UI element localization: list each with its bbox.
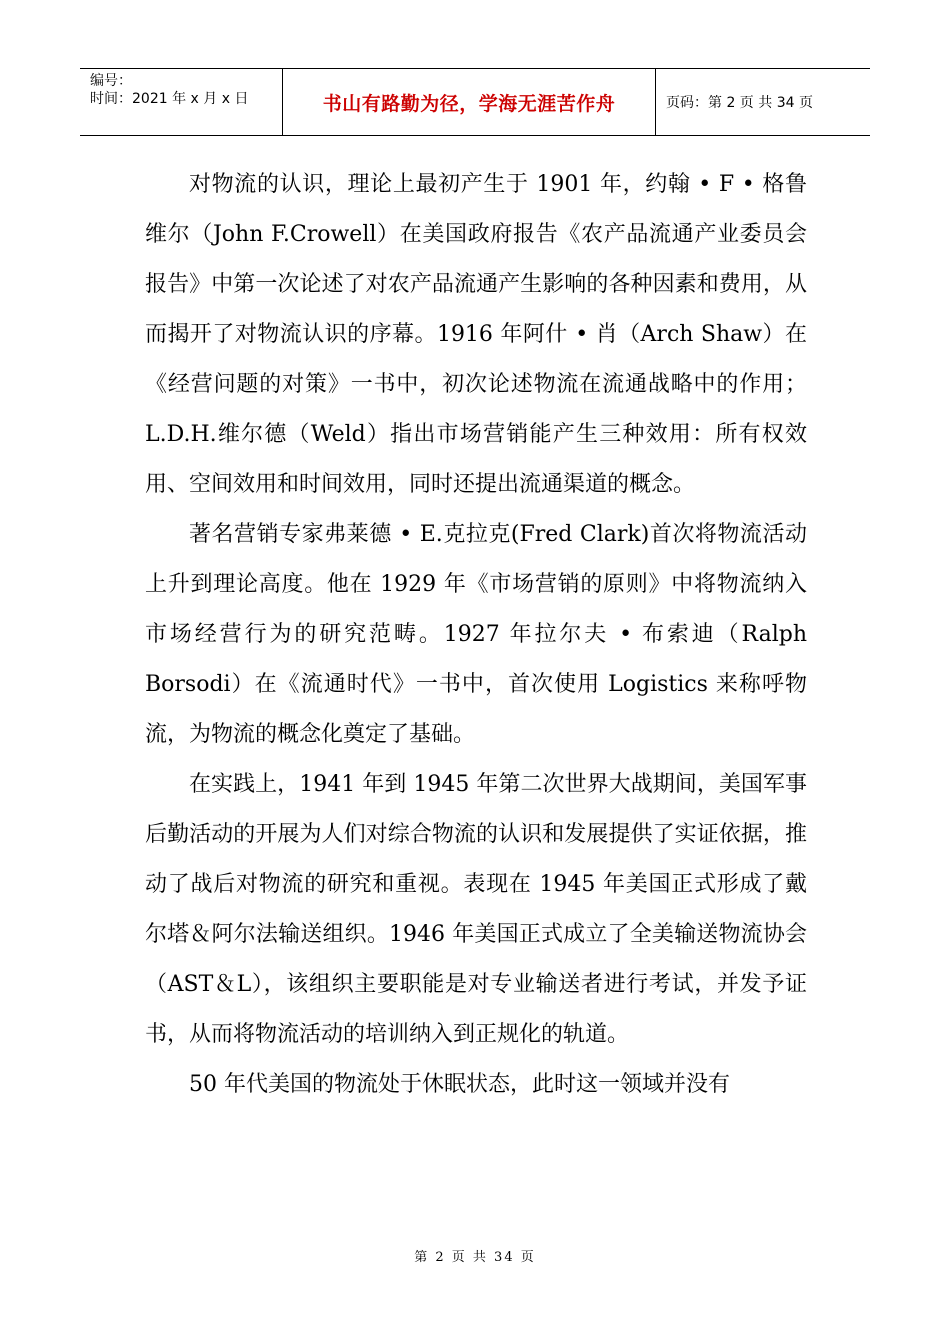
document-number: 编号： xyxy=(90,73,132,89)
paragraph: 50 年代美国的物流处于休眠状态，此时这一领域并没有 xyxy=(189,1072,730,1097)
paragraph: 在实践上，1941 年到 1945 年第二次世界大战期间，美国军事后勤活动的开展为人们对综合物流的认识和发展提供了实证依据，推动了战后对物流的研究和重视。表现在 1945 年美国正式形成了戴尔塔＆阿尔法输送组织。1946 年美国正式成立了全美输送物流协会（AST＆L），该组织主要职能是对专业输送者进行考试，并发予证书，从而将物流活动的培训纳入到正规化的轨道。 xyxy=(145,772,807,1047)
header-motto: 书山有路勤为径，学海无涯苦作舟 xyxy=(283,69,656,135)
page-footer: 第 2 页 共 34 页 xyxy=(414,1250,536,1265)
header-meta xyxy=(80,69,283,135)
document-body xyxy=(145,160,807,1110)
page-header xyxy=(80,68,870,136)
header-page-info: 页码：第 2 页 共 34 页 xyxy=(666,95,813,111)
paragraph: 著名营销专家弗莱德 • E.克拉克(Fred Clark)首次将物流活动上升到理论高度。他在 1929 年《市场营销的原则》中将物流纳入市场经营行为的研究范畴。1927 年拉尔夫 • 布索迪（Ralph Borsodi）在《流通时代》一书中，首次使用 Logistics 来称呼物流，为物流的概念化奠定了基础。 xyxy=(145,522,807,747)
paragraph: 对物流的认识，理论上最初产生于 1901 年，约翰 • F • 格鲁维尔（John F.Crowell）在美国政府报告《农产品流通产业委员会报告》中第一次论述了对农产品流通产生影响的各种因素和费用，从而揭开了对物流认识的序幕。1916 年阿什 • 肖（Arch Shaw）在《经营问题的对策》一书中，初次论述物流在流通战略中的作用；L.D.H.维尔德（Weld）指出市场营销能产生三种效用：所有权效用、空间效用和时间效用，同时还提出流通渠道的概念。 xyxy=(145,172,807,497)
document-date: 时间：2021 年 x 月 x 日 xyxy=(90,91,249,107)
